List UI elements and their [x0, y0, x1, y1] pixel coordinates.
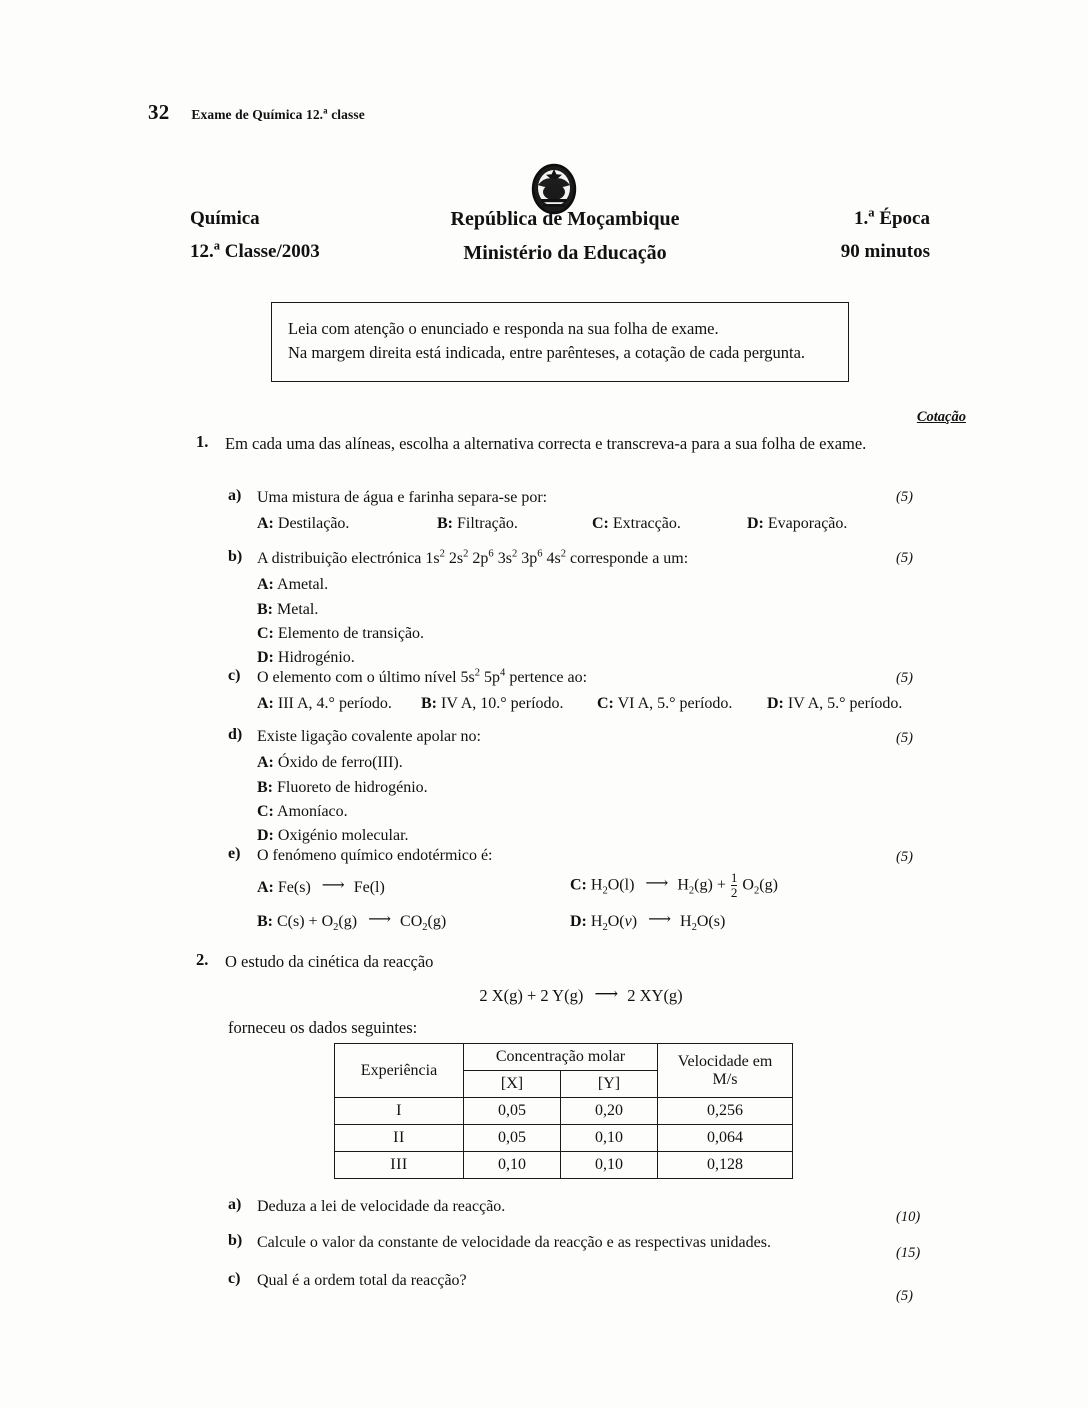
reaction-arrow-icon: ⟶ [368, 911, 390, 929]
question-2-number: 2. [196, 950, 209, 969]
item-a-stem: Uma mistura de água e farinha separa-se por: [257, 489, 548, 506]
item-2a-letter: a) [228, 1196, 242, 1213]
item-d-mark: (5) [896, 730, 913, 746]
question-1 [196, 432, 956, 455]
kinetics-data-table [334, 1043, 793, 1179]
item-2c-mark: (5) [896, 1288, 913, 1304]
subject-name: Química [190, 208, 260, 229]
question-2 [196, 950, 956, 1038]
header-concentracao-molar: Concentração molar [464, 1044, 658, 1071]
header-y: [Y] [561, 1071, 658, 1098]
item-b-choice-B[interactable]: B: Metal. [257, 600, 319, 618]
cell-x-1: 0,05 [464, 1098, 561, 1125]
question-1-item-a [196, 487, 956, 537]
question-2-equation: 2 X(g) + 2 Y(g) ⟶ 2 XY(g) [479, 984, 683, 1006]
item-a-choice-C[interactable]: C: Extracção. [592, 515, 681, 533]
item-b-stem: A distribuição electrónica $1s^2$ $2s^2$ $2p^6$ $3s^2$ $3p^6$ $4s^2$ corresponde a um: [257, 548, 689, 567]
exam-title-band [190, 205, 930, 265]
item-2a-mark: (10) [896, 1209, 921, 1225]
ministry-name: Ministério da Educação [463, 242, 667, 264]
exam-session: 1.$^a$ Época [854, 205, 930, 229]
table-header-row-1 [335, 1044, 793, 1071]
item-d-stem: Existe ligação covalente apolar no: [257, 728, 481, 745]
cell-velocidade-3: 0,128 [658, 1152, 793, 1179]
item-d-choices [257, 751, 956, 848]
instructions-box [271, 302, 849, 382]
item-c-body [228, 667, 956, 717]
item-a-choices [257, 512, 956, 536]
question-1-stem: Em cada uma das alíneas, escolha a alternativa correcta e transcreva-a para a sua folha de exame. [225, 434, 867, 453]
cell-x-3: 0,10 [464, 1152, 561, 1179]
item-2c-head [228, 1270, 956, 1292]
item-d-choice-C[interactable]: C: Amoníaco. [257, 803, 348, 821]
item-a-mark: (5) [896, 489, 913, 505]
item-2c-text: Qual é a ordem total da reacção? [257, 1272, 467, 1289]
exam-duration: 90 minutos [840, 241, 930, 262]
question-2-header [196, 950, 956, 973]
item-c-choice-C[interactable]: C: VI A, 5.° período. [597, 695, 733, 713]
reaction-arrow-icon: ⟶ [594, 984, 617, 1004]
item-c-head [228, 667, 956, 689]
item-c-letter: c) [228, 667, 241, 684]
running-head-title: Exame de Química 12.$^a$ classe [191, 105, 365, 122]
item-a-choice-B[interactable]: B: Filtração. [437, 515, 518, 533]
item-e-choice-B[interactable]: B: $C(s) + O_2(g)$ ⟶ $CO_2(g)$ [257, 910, 446, 934]
cell-velocidade-2: 0,064 [658, 1125, 793, 1152]
reaction-arrow-icon: ⟶ [648, 911, 669, 929]
item-2a-head [228, 1196, 956, 1218]
cell-experiencia-1: I [335, 1098, 464, 1125]
item-b-mark: (5) [896, 550, 913, 566]
header-x: [X] [464, 1071, 561, 1098]
kinetics-data-table-wrapper [334, 1043, 793, 1179]
item-2a-text: Deduza a lei de velocidade da reacção. [257, 1198, 506, 1215]
question-1-number: 1. [196, 432, 209, 451]
item-e-choice-A[interactable]: A: Fe(s) ⟶ Fe(l) [257, 876, 385, 900]
question-1-item-d [196, 726, 956, 849]
cell-y-3: 0,10 [561, 1152, 658, 1179]
item-b-head [228, 548, 956, 570]
question-2-after-equation: forneceu os dados seguintes: [228, 1018, 418, 1038]
item-d-choice-D[interactable]: D: Oxigénio molecular. [257, 827, 409, 845]
item-2c-letter: c) [228, 1270, 241, 1287]
item-e-choice-C[interactable]: C: $H_2O(l)$ ⟶ $H_2(g)$ + $\frac{1}{2}$ $O_2(g)$ [570, 870, 778, 900]
item-e-head [228, 845, 956, 867]
cell-x-2: 0,05 [464, 1125, 561, 1152]
cell-experiencia-2: II [335, 1125, 464, 1152]
item-a-head [228, 487, 956, 509]
item-d-body [228, 726, 956, 849]
item-2c-body [228, 1270, 956, 1292]
item-c-choice-D[interactable]: D: IV A, 5.° período. [767, 695, 903, 713]
item-2b-head [228, 1232, 956, 1254]
instruction-line-2: Na margem direita está indicada, entre parênteses, a cotação de cada pergunta. [288, 343, 806, 363]
country-name: República de Moçambique [450, 208, 680, 230]
reaction-arrow-icon: ⟶ [645, 874, 667, 892]
table-row [335, 1125, 793, 1152]
question-1-item-b [196, 548, 956, 671]
question-1-header [196, 432, 956, 455]
table-row [335, 1152, 793, 1179]
item-e-stem: O fenómeno químico endotérmico é: [257, 847, 493, 864]
title-left-column [190, 208, 400, 263]
item-a-body [228, 487, 956, 537]
table-row [335, 1098, 793, 1125]
question-2-item-a [196, 1196, 956, 1225]
item-2a-body [228, 1196, 956, 1218]
item-e-mark: (5) [896, 849, 913, 865]
item-a-choice-D[interactable]: D: Evaporação. [747, 515, 848, 533]
cell-y-2: 0,10 [561, 1125, 658, 1152]
reaction-arrow-icon: ⟶ [321, 877, 343, 895]
item-c-mark: (5) [896, 670, 913, 686]
item-b-choices [257, 573, 956, 670]
cell-velocidade-1: 0,256 [658, 1098, 793, 1125]
instruction-line-1: Leia com atenção o enunciado e responda na sua folha de exame. [288, 319, 719, 338]
item-2b-text: Calcule o valor da constante de velocidade da reacção e as respectivas unidades. [257, 1234, 771, 1251]
class-year: 12.$^a$ Classe/2003 [190, 238, 320, 262]
item-b-choice-A[interactable]: A: Ametal. [257, 576, 329, 594]
item-b-choice-C[interactable]: C: Elemento de transição. [257, 625, 425, 643]
item-2b-letter: b) [228, 1232, 243, 1249]
item-c-stem: O elemento com o último nível $5s^2$ $5p^4$ pertence ao: [257, 667, 588, 686]
item-d-head [228, 726, 956, 748]
item-c-choice-A[interactable]: A: III A, 4.° período. [257, 695, 392, 713]
header-experiencia: Experiência [335, 1044, 464, 1098]
item-a-letter: a) [228, 487, 242, 504]
item-c-choices [257, 692, 956, 716]
cotacao-heading: Cotação [916, 409, 966, 425]
header-velocidade: Velocidade em M/s [658, 1044, 793, 1098]
one-half-fraction: $\frac{1}{2}$ [730, 870, 738, 900]
item-e-choices [257, 870, 956, 936]
running-head [148, 100, 365, 125]
item-b-letter: b) [228, 548, 243, 565]
question-2-item-b [196, 1232, 956, 1261]
cell-experiencia-3: III [335, 1152, 464, 1179]
title-center-column [415, 208, 715, 265]
question-2-stem: O estudo da cinética da reacção [225, 952, 434, 971]
item-a-choice-A[interactable]: A: Destilação. [257, 515, 350, 533]
item-e-body [228, 845, 956, 936]
item-2b-mark: (15) [896, 1245, 921, 1261]
item-2b-body [228, 1232, 956, 1254]
page-folio: 32 [148, 100, 170, 124]
item-d-choice-B[interactable]: B: Fluoreto de hidrogénio. [257, 778, 428, 796]
item-c-choice-B[interactable]: B: IV A, 10.° período. [421, 695, 564, 713]
item-e-choice-D[interactable]: D: $H_2O(v)$ ⟶ $H_2O(s)$ [570, 910, 725, 934]
question-1-item-e [196, 845, 956, 936]
cell-y-1: 0,20 [561, 1098, 658, 1125]
question-2-item-c [196, 1270, 956, 1304]
item-b-body [228, 548, 956, 671]
item-d-letter: d) [228, 726, 243, 743]
item-d-choice-A[interactable]: A: Óxido de ferro(III). [257, 754, 403, 772]
question-1-item-c [196, 667, 956, 717]
item-b-choice-D[interactable]: D: Hidrogénio. [257, 649, 355, 667]
item-e-letter: e) [228, 845, 241, 862]
title-right-column [730, 205, 930, 263]
